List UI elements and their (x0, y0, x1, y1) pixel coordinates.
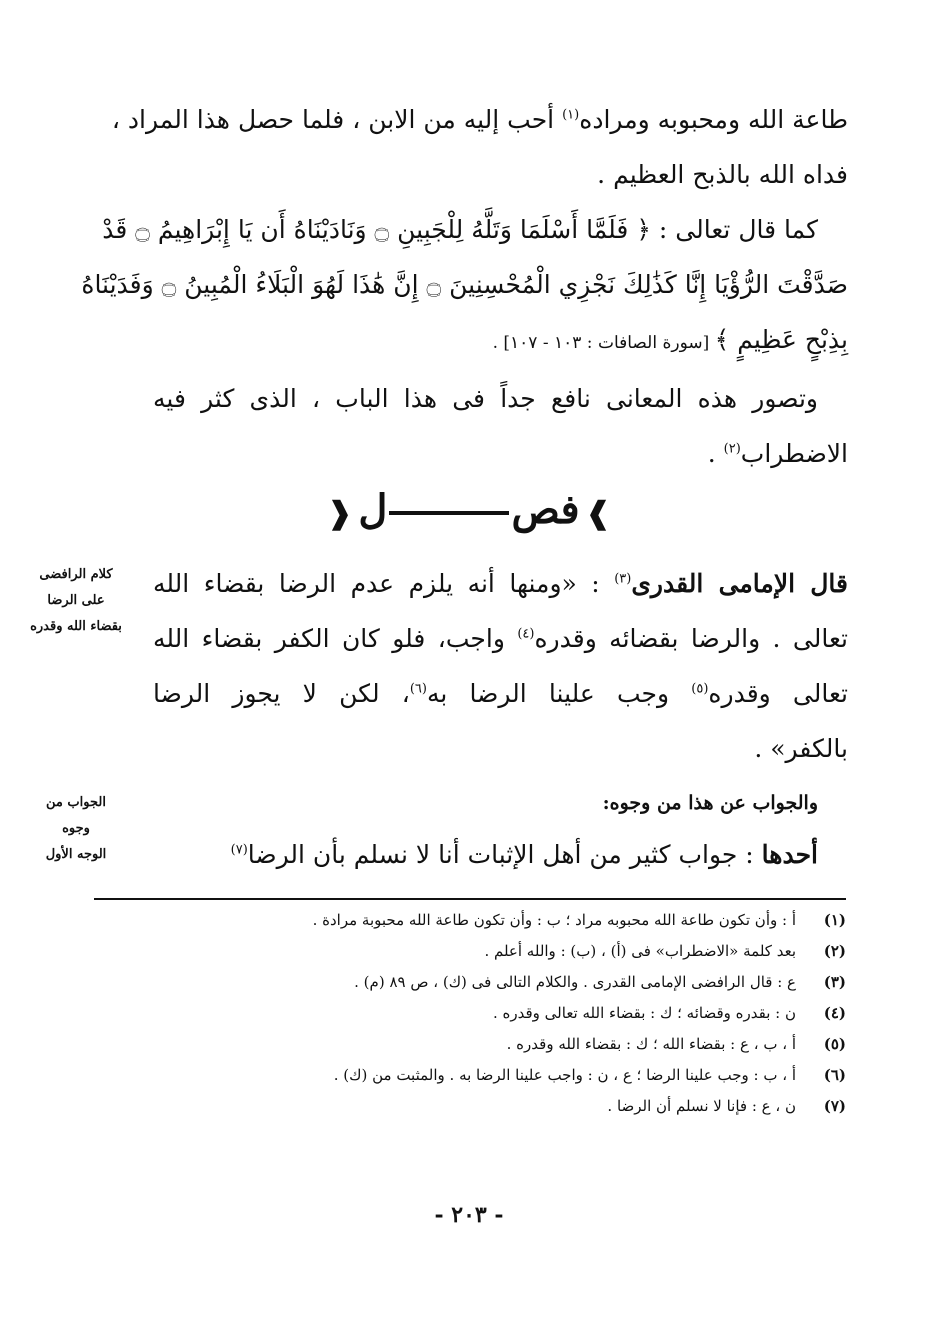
footnote-divider (94, 898, 846, 900)
text-line: وتصور هذه المعانى نافع جداً فى هذا الباب ، الذى كثر فيه (153, 384, 818, 413)
ornament-right-icon: ❱ (585, 495, 611, 531)
quran-line: صَدَّقْتَ الرُّؤْيَا إِنَّا كَذَٰلِكَ نَجْزِي الْمُحْسِنِينَ ۝ إِنَّ هَٰذَا لَهُوَ الْبَلَاءُ الْمُبِينُ ۝ وَفَدَيْنَاهُ (81, 270, 848, 299)
text-line: فداه الله بالذبح العظيم . (597, 160, 848, 189)
footnotes (94, 905, 846, 1122)
quote-block (153, 556, 848, 776)
text-line: تعالى وقدره$^{(٥)}$ وجب علينا الرضا به$^{(٦)}$، لكن لا يجوز الرضا (153, 679, 849, 708)
quran-line (153, 312, 848, 371)
footnote-marker[interactable]: (٢) (723, 441, 741, 457)
quran-verse: ﴿ فَلَمَّا أَسْلَمَا وَتَلَّهُ لِلْجَبِينِ ۝ وَنَادَيْنَاهُ أَن يَا إِبْرَاهِيمُ ۝ قَدْ (102, 215, 651, 244)
section-title-end: ل (358, 486, 388, 533)
footnote-marker[interactable]: (٤) (517, 626, 535, 642)
quran-line: كما قال تعالى : ﴿ فَلَمَّا أَسْلَمَا وَتَلَّهُ لِلْجَبِينِ ۝ وَنَادَيْنَاهُ أَن يَا إِبْرَاهِيمُ ۝ قَدْ (102, 215, 818, 244)
text-line: الاضطراب$^{(٢)}$ . (707, 439, 848, 468)
footnote-item: (٣) ع : قال الرافضى الإمامى القدرى . والكلام التالى فى (ك) ، ص ٨٩ (م) . (354, 973, 846, 991)
section-heading (0, 486, 938, 533)
footnote-item: (٧) ن ، ع : فإنا لا نسلم أن الرضا . (607, 1097, 846, 1115)
ornament-left-icon: ❰ (327, 495, 353, 531)
footnote-item: (٥) أ ، ب ، ع : بقضاء الله ؛ ك : بقضاء الله وقدره . (506, 1035, 846, 1053)
footnote-item: (٤) ن : بقدره وقضائه ؛ ك : بقضاء الله تعالى وقدره . (492, 1004, 846, 1022)
answer-heading: والجواب عن هذا من وجوه: (602, 792, 818, 814)
footnote-item: (٢) بعد كلمة «الاضطراب» فى (أ) ، (ب) : والله أعلم . (484, 942, 846, 960)
margin-note: كلام الرافضى على الرضا بقضاء الله وقدره (30, 567, 122, 634)
margin-note: الجواب من وجوه الوجه الأول (45, 795, 107, 862)
text-line: تعالى . والرضا بقضائه وقدره$^{(٤)}$ واجب، فلو كان الكفر بقضاء الله (153, 624, 849, 653)
answer-first-label: أحدها (761, 840, 818, 869)
speaker-name: قال الإمامى القدرى (631, 569, 848, 598)
surah-reference: [سورة الصافات : ١٠٣ - ١٠٧] . (492, 333, 715, 353)
page-number: - ٢٠٣ - (434, 1202, 504, 1228)
main-text-top (81, 92, 848, 481)
answer-first-point: أحدها : جواب كثير من أهل الإثبات أنا لا نسلم بأن الرضا$^{(٧)}$ (230, 840, 818, 869)
footnote-marker[interactable]: (٦) (409, 681, 427, 697)
footnote-marker[interactable]: (١) (562, 107, 580, 123)
footnote-item: (٦) أ ، ب : وجب علينا الرضا ؛ ع ، ن : واجب علينا الرضا به . والمثبت من (ك) . (333, 1066, 846, 1084)
quran-verse: بِذِبْحٍ عَظِيمٍ ﴾ (714, 325, 848, 354)
footnote-item: (١) أ : وأن تكون طاعة الله محبوبه مراد ؛ ب : وأن تكون طاعة الله محبوبة مرادة . (312, 911, 846, 929)
kashida-stroke (389, 511, 509, 515)
text-line: بالكفر» . (754, 734, 848, 763)
text-line: طاعة الله ومحبوبه ومراده$^{(١)}$ أحب إليه من الابن ، فلما حصل هذا المراد ، (111, 105, 848, 134)
text-line: قال الإمامى القدرى$^{(٣)}$ : «ومنها أنه يلزم عدم الرضا بقضاء الله (153, 569, 848, 598)
footnote-marker[interactable]: (٥) (691, 681, 709, 697)
footnote-marker[interactable]: (٧) (230, 842, 248, 858)
footnote-marker[interactable]: (٣) (614, 571, 632, 587)
section-title-start: فص (511, 486, 580, 533)
